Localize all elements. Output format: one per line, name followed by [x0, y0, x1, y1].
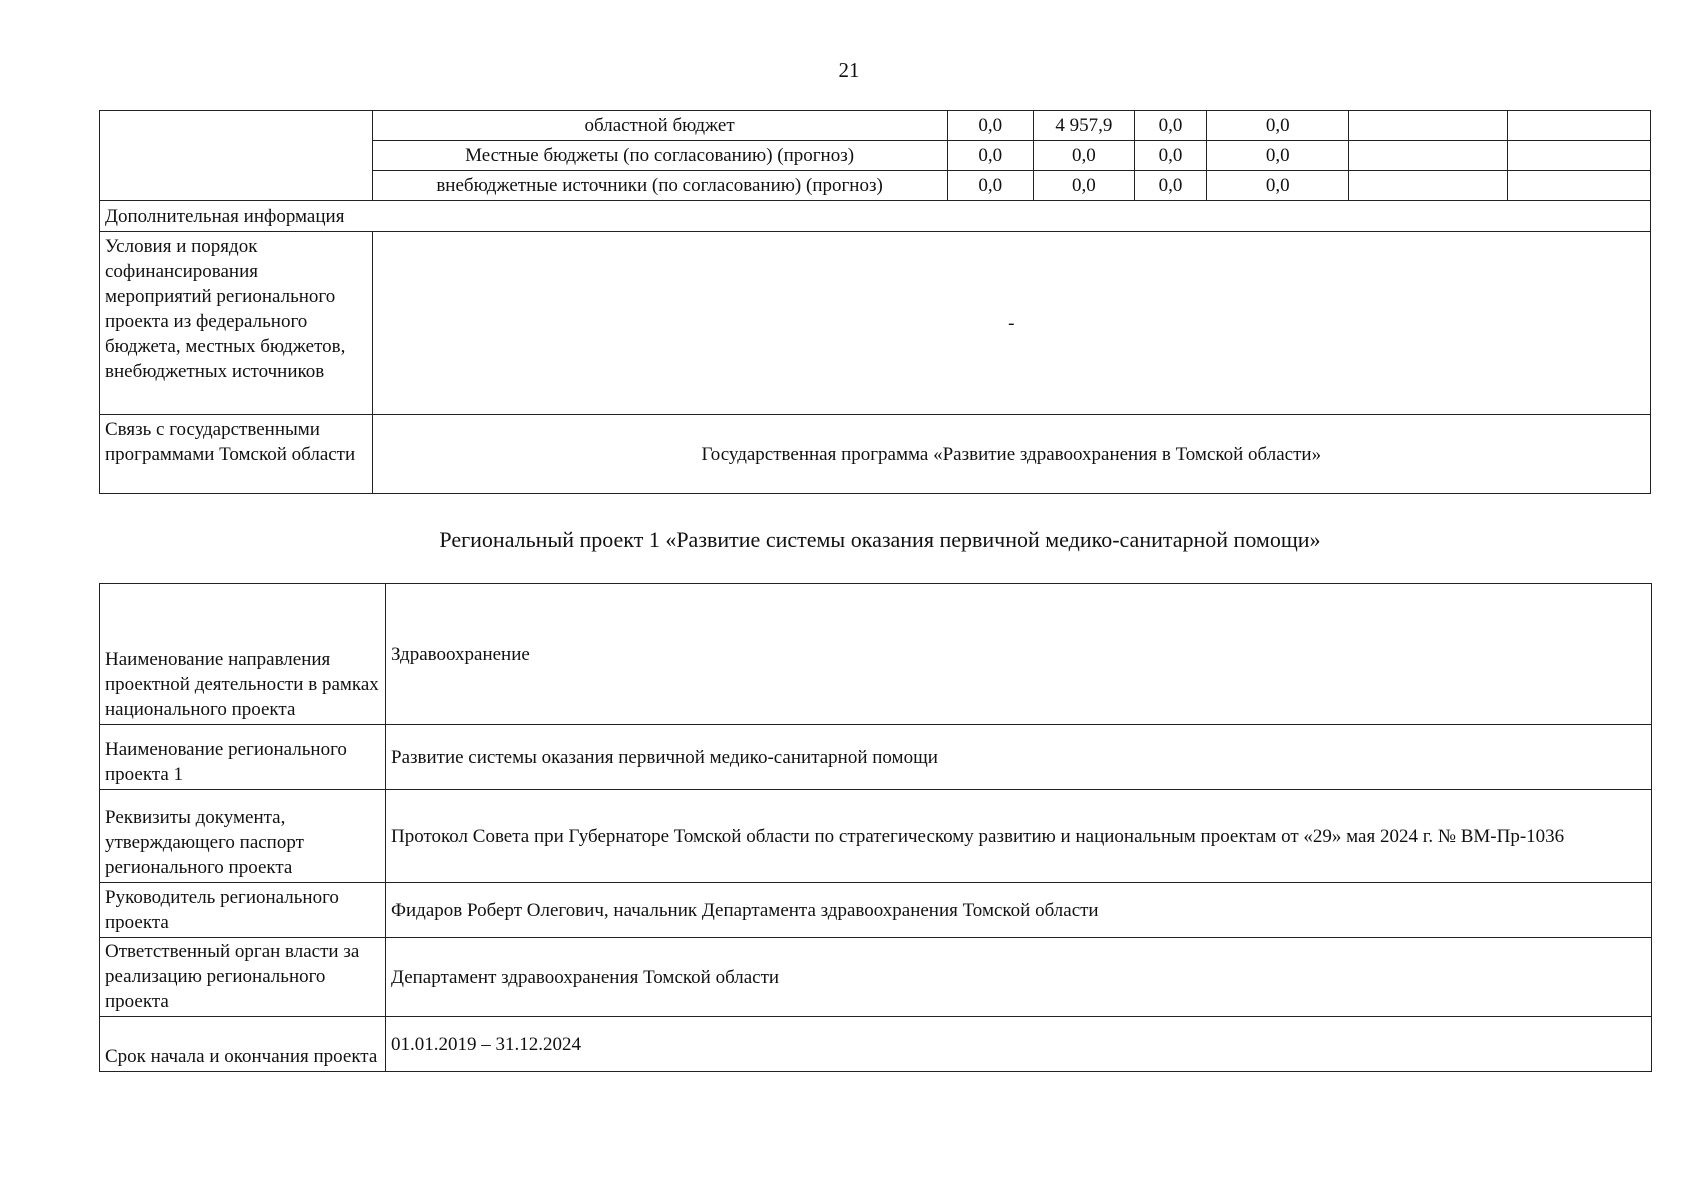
- funding-value: 0,0: [947, 171, 1033, 201]
- passport-label: Ответственный орган власти за реализацию регионального проекта: [100, 938, 386, 1017]
- funding-value: 0,0: [1134, 111, 1206, 141]
- programs-label: Связь с государственными программами Томской области: [100, 415, 373, 494]
- funding-value: [1349, 141, 1507, 171]
- funding-value: [1349, 171, 1507, 201]
- funding-table: [99, 110, 1651, 494]
- funding-value: 0,0: [1207, 171, 1349, 201]
- additional-info-label: Дополнительная информация: [100, 201, 1651, 232]
- passport-label: Наименование направления проектной деятельности в рамках национального проекта: [100, 584, 386, 725]
- programs-row: [100, 415, 1651, 494]
- cofinancing-row: [100, 232, 1651, 415]
- funding-value: 4 957,9: [1033, 111, 1134, 141]
- passport-label: Руководитель регионального проекта: [100, 883, 386, 938]
- passport-label: Наименование регионального проекта 1: [100, 725, 386, 790]
- funding-empty-cell: [100, 111, 373, 201]
- passport-label: Срок начала и окончания проекта: [100, 1017, 386, 1072]
- passport-row: [100, 790, 1652, 883]
- funding-value: 0,0: [1207, 111, 1349, 141]
- passport-row: [100, 1017, 1652, 1072]
- passport-value: Развитие системы оказания первичной медико-санитарной помощи: [386, 725, 1652, 790]
- programs-value: Государственная программа «Развитие здравоохранения в Томской области»: [372, 415, 1650, 494]
- passport-table: [99, 583, 1652, 1072]
- funding-value: [1507, 141, 1650, 171]
- funding-value: [1507, 171, 1650, 201]
- funding-value: 0,0: [947, 111, 1033, 141]
- passport-row: [100, 584, 1652, 725]
- passport-value: Департамент здравоохранения Томской области: [386, 938, 1652, 1017]
- passport-row: [100, 883, 1652, 938]
- passport-label: Реквизиты документа, утверждающего паспорт регионального проекта: [100, 790, 386, 883]
- passport-value: Фидаров Роберт Олегович, начальник Департамента здравоохранения Томской области: [386, 883, 1652, 938]
- section-heading: Региональный проект 1 «Развитие системы оказания первичной медико-санитарной помощи»: [439, 527, 1321, 552]
- funding-value: 0,0: [1134, 141, 1206, 171]
- funding-value: 0,0: [1033, 141, 1134, 171]
- page-number: 21: [838, 58, 860, 82]
- funding-value: 0,0: [1033, 171, 1134, 201]
- funding-value: [1349, 111, 1507, 141]
- passport-value: 01.01.2019 – 31.12.2024: [386, 1017, 1652, 1072]
- funding-source: внебюджетные источники (по согласованию) (прогноз): [372, 171, 947, 201]
- cofinancing-value: -: [372, 232, 1650, 415]
- cofinancing-label: Условия и порядок софинансирования мероприятий регионального проекта из федерального бюджета, местных бюджетов, внебюджетных источников: [100, 232, 373, 415]
- passport-row: [100, 938, 1652, 1017]
- funding-value: 0,0: [947, 141, 1033, 171]
- passport-value: Здравоохранение: [386, 584, 1652, 725]
- funding-source: Местные бюджеты (по согласованию) (прогноз): [372, 141, 947, 171]
- funding-value: 0,0: [1134, 171, 1206, 201]
- passport-row: [100, 725, 1652, 790]
- funding-value: [1507, 111, 1650, 141]
- passport-value: Протокол Совета при Губернаторе Томской области по стратегическому развитию и национальным проектам от «29» мая 2024 г. № ВМ-Пр-1036: [386, 790, 1652, 883]
- funding-value: 0,0: [1207, 141, 1349, 171]
- funding-row: [100, 111, 1651, 141]
- additional-info-row: [100, 201, 1651, 232]
- funding-source: областной бюджет: [372, 111, 947, 141]
